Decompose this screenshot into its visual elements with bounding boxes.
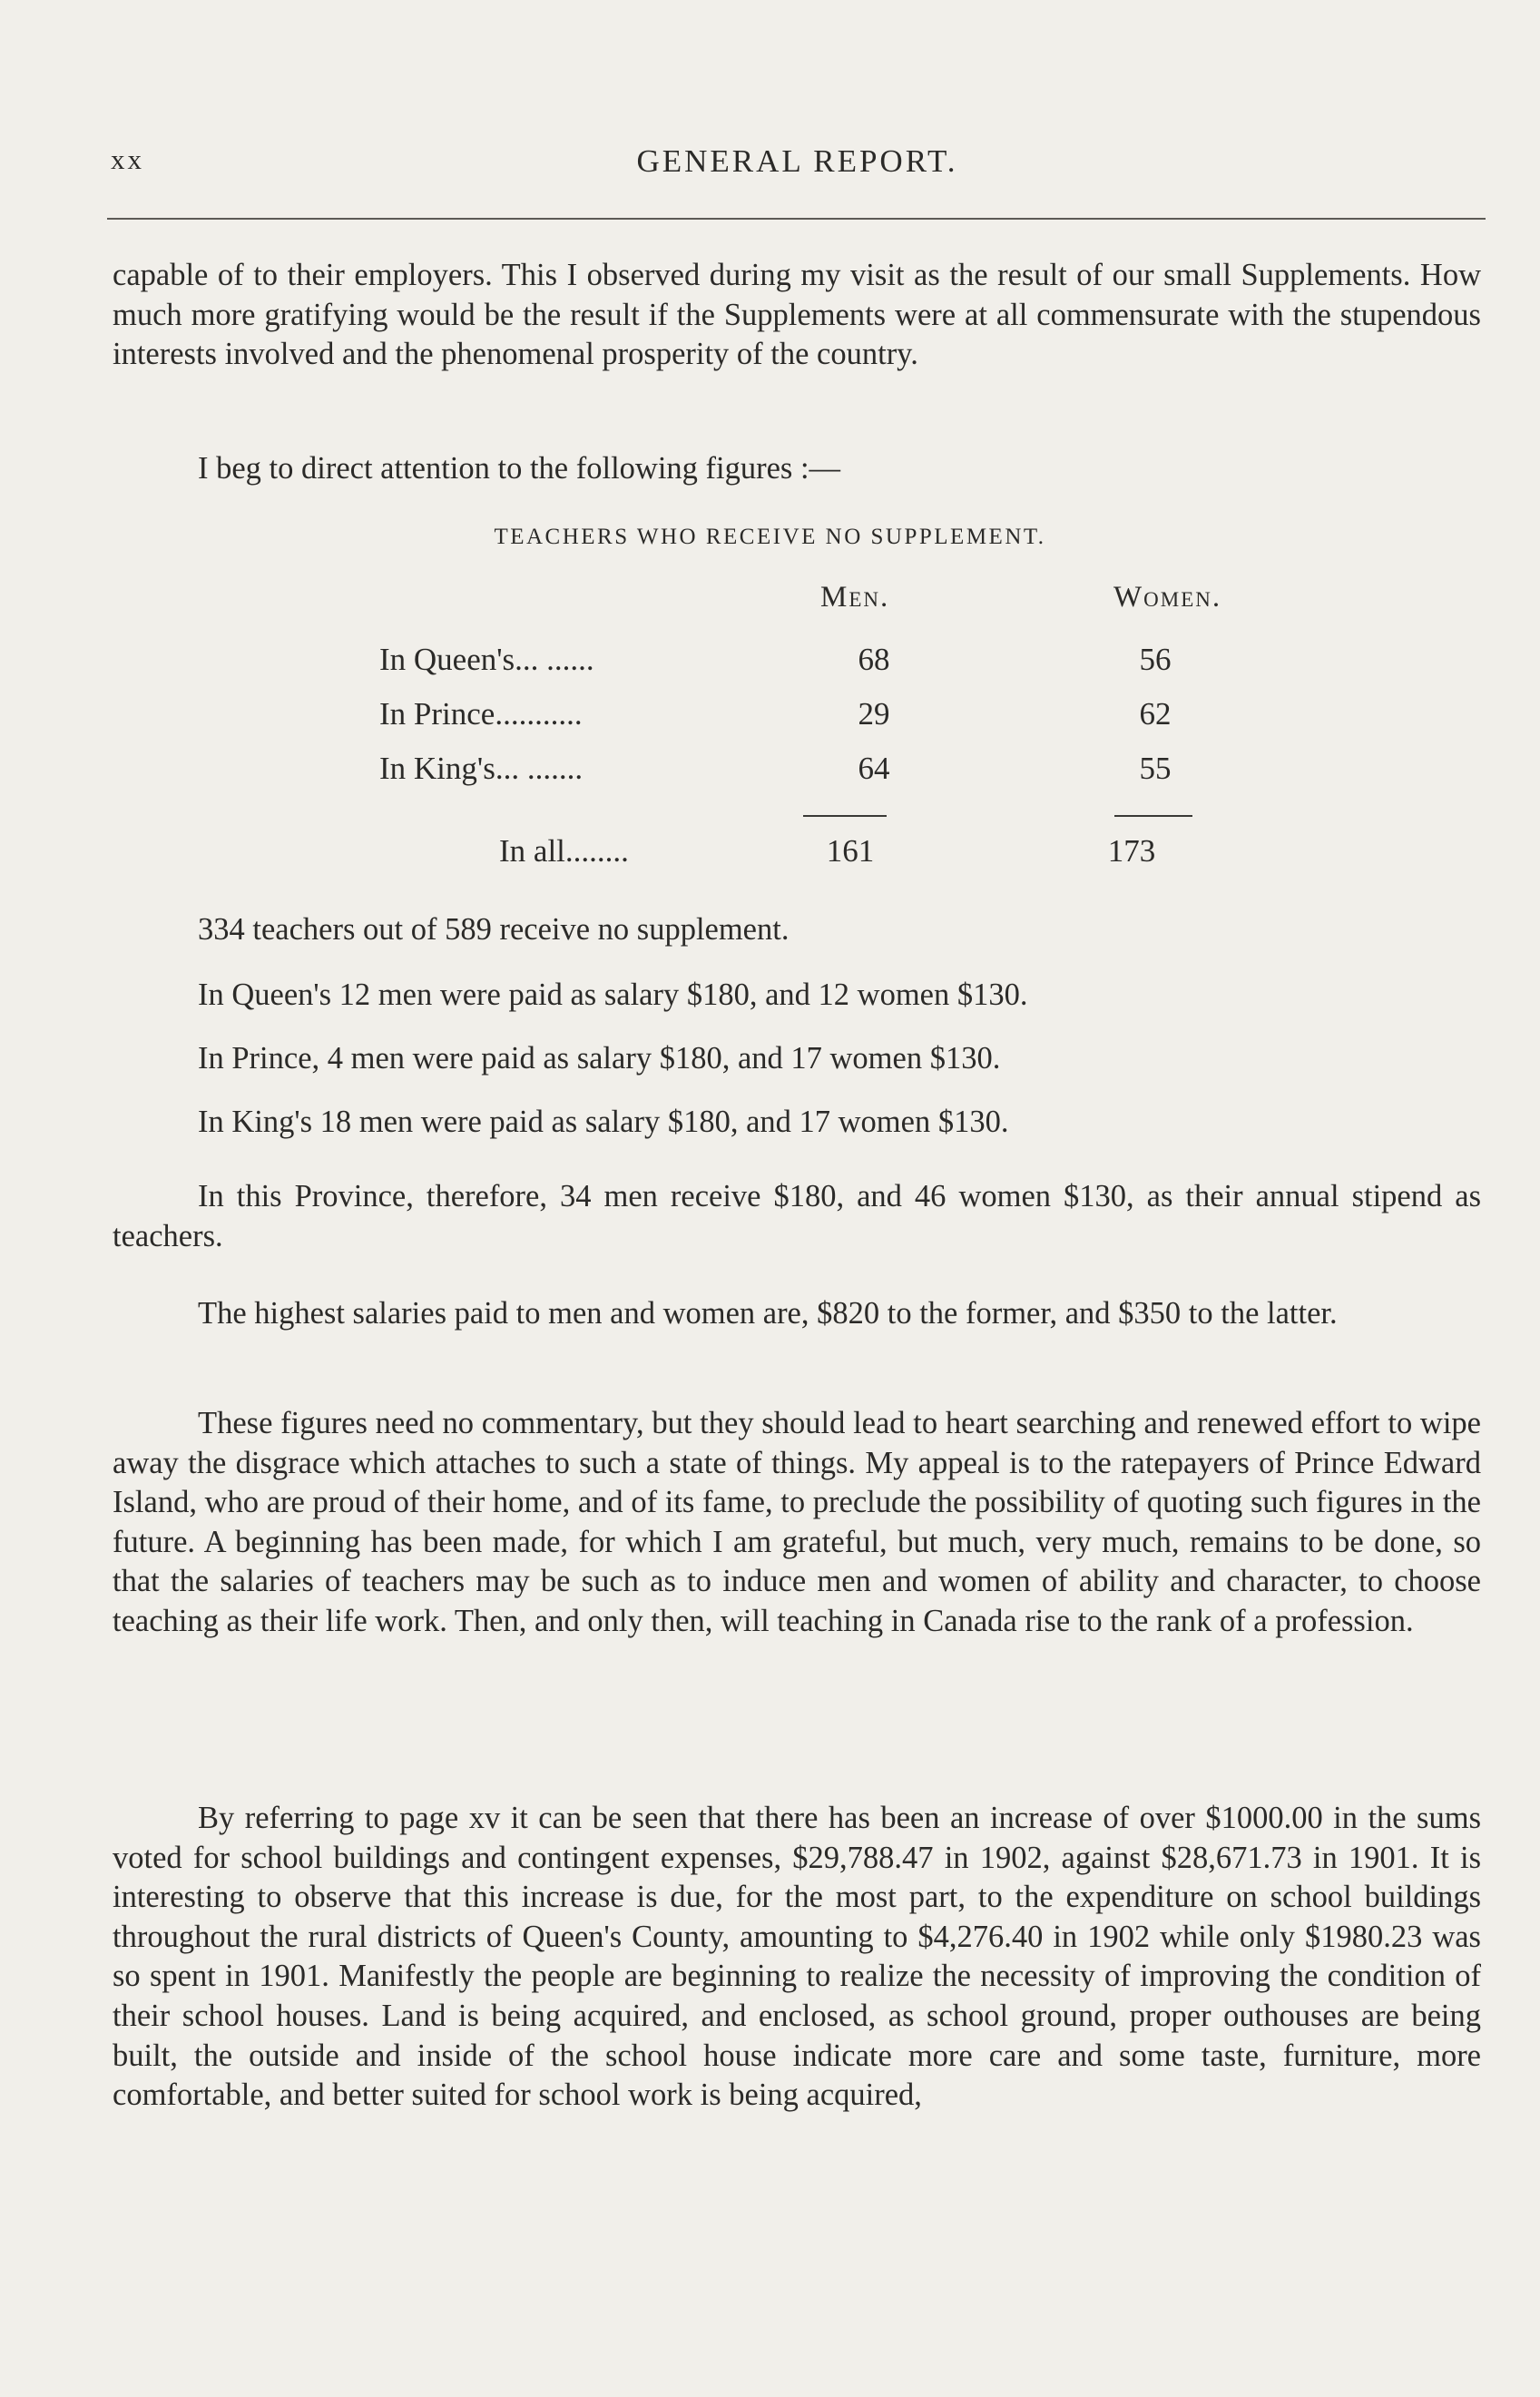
column-header-women: Women. [1113,581,1222,614]
women-sum-rule [1114,815,1192,817]
paragraph-queens: In Queen's 12 men were paid as salary $180, and 12 women $130. [198,977,1028,1012]
paragraph-no-supplement: 334 teachers out of 589 receive no supplement. [198,912,790,947]
page-number: xx [111,143,144,175]
paragraph-employers: capable of to their employers. This I observed during my visit as the result of our small Supplements. How much more gratifying would be the result if the Supplements were at all commensurate with the stupendous interests involved and the phenomenal prosperity of the country. [113,258,1481,372]
paragraph-highest-salaries: The highest salaries paid to men and women are, $820 to the former, and $350 to the latter. [198,1296,1338,1331]
women-total: 173 [1107,833,1156,869]
women-count: 56 [1139,642,1172,677]
running-head [111,143,1484,191]
header-rule [107,218,1486,220]
column-header-men: Men. [820,581,890,614]
paragraph-appeal: These figures need no commentary, but they should lead to heart searching and renewed effort to wipe away the disgrace which attaches to such a state of things. My appeal is to the ratepayers of Prince Edward Island, who are proud of their home, and of its fame, to preclude the possibility of quoting such figures in the future. A beginning has been made, for which I am grateful, but much, very much, remains to be done, so that the salaries of teachers may be such as to induce men and women of ability and character, to choose teaching as their life work. Then, and only then, will teaching in Canada rise to the rank of a profession. [113,1406,1481,1638]
men-sum-rule [803,815,887,817]
men-count: 29 [858,696,890,732]
women-count: 55 [1139,751,1172,786]
men-count: 68 [858,642,890,677]
paragraph-figures-intro: I beg to direct attention to the following figures :— [198,451,841,486]
women-count: 62 [1139,696,1172,732]
row-label: In Prince........... [379,696,583,732]
table-caption: TEACHERS WHO RECEIVE NO SUPPLEMENT. [494,525,1046,549]
total-label: In all........ [499,833,629,869]
paragraph-school-buildings: By referring to page xv it can be seen that there has been an increase of over $1000.00 in the sums voted for school buildings and contingent expenses, $29,788.47 in 1902, against $28,671.73 in 1901. It is interesting to observe that this increase is due, for the most part, to the expenditure on school buildings throughout the rural districts of Queen's County, amounting to $4,276.40 in 1902 while only $1980.23 was so spent in 1901. Manifestly the people are beginning to realize the necessity of improving the condition of their school houses. Land is being acquired, and enclosed, as school ground, proper outhouses are being built, the outside and inside of the school house indicate more care and some taste, furniture, more comfortable, and better suited for school work is being acquired, [113,1801,1481,2113]
page-title: GENERAL REPORT. [636,143,958,179]
row-label: In Queen's... ...... [379,642,594,677]
men-count: 64 [858,751,890,786]
row-label: In King's... ....... [379,751,584,786]
men-total: 161 [826,833,875,869]
paragraph-kings: In King's 18 men were paid as salary $180, and 17 women $130. [198,1105,1009,1139]
paragraph-prince: In Prince, 4 men were paid as salary $180, and 17 women $130. [198,1041,1001,1076]
paragraph-province: In this Province, therefore, 34 men receive $180, and 46 women $130, as their annual stipend as teachers. [113,1179,1481,1253]
